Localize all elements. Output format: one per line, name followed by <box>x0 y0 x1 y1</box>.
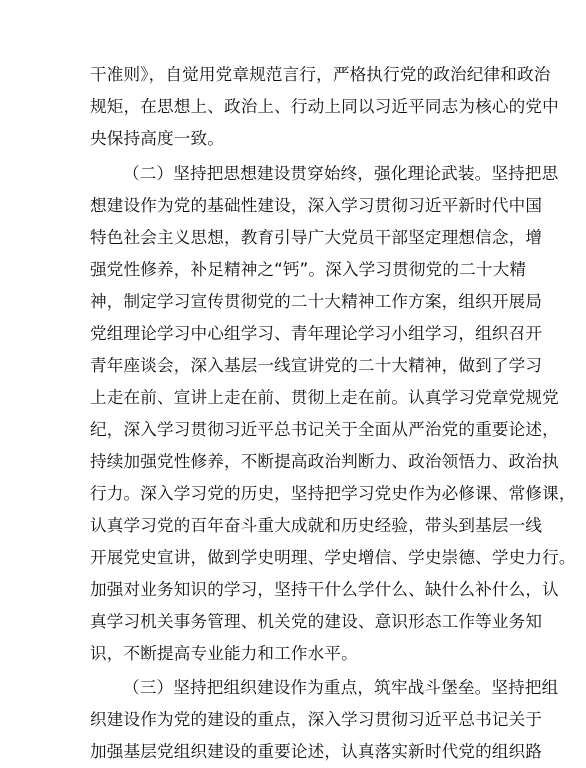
text-line: 加强对业务知识的学习，坚持干什么学什么、缺什么补什么，认 <box>90 580 559 599</box>
section-heading-line: （三）坚持把组织建设作为重点，筑牢战斗堡垒。坚持把组 <box>123 678 559 697</box>
text-line: 央保持高度一致。 <box>90 129 224 148</box>
text-line: 纪，深入学习贯彻习近平总书记关于全面从严治党的重要论述， <box>90 420 559 439</box>
text-line: 持续加强党性修养，不断提高政治判断力、政治领悟力、政治执 <box>90 452 559 471</box>
text-line: 党组理论学习中心组学习、青年理论学习小组学习，组织召开 <box>90 324 543 343</box>
text-line: 开展党史宣讲，做到学史明理、学史增信、学史崇德、学史力行。 <box>90 548 576 567</box>
text-line: 行力。深入学习党的历史，坚持把学习党史作为必修课、常修课， <box>90 484 576 503</box>
text-line: 强党性修养，补足精神之“钙”。深入学习贯彻党的二十大精 <box>90 260 527 279</box>
text-line: 真学习机关事务管理、机关党的建设、意识形态工作等业务知 <box>90 612 543 631</box>
text-line: 上走在前、宣讲上走在前、贯彻上走在前。认真学习党章党规党 <box>90 388 559 407</box>
text-line: 干准则》，自觉用党章规范言行，严格执行党的政治纪律和政治 <box>90 65 551 84</box>
text-line: 特色社会主义思想，教育引导广大党员干部坚定理想信念，增 <box>90 228 543 247</box>
text-line: 织建设作为党的建设的重点，深入学习贯彻习近平总书记关于 <box>90 710 543 729</box>
text-line: 识，不断提高专业能力和工作水平。 <box>90 644 358 663</box>
text-line: 青年座谈会，深入基层一线宣讲党的二十大精神，做到了学习 <box>90 356 543 375</box>
text-line: 神，制定学习宣传贯彻党的二十大精神工作方案，组织开展局 <box>90 292 543 311</box>
text-line: 想建设作为党的基础性建设，深入学习贯彻习近平新时代中国 <box>90 196 543 215</box>
section-heading-line: （二）坚持把思想建设贯穿始终，强化理论武装。坚持把思 <box>123 164 559 183</box>
text-line: 加强基层党组织建设的重要论述，认真落实新时代党的组织路 <box>90 742 543 761</box>
text-line: 规矩，在思想上、政治上、行动上同以习近平同志为核心的党中 <box>90 97 559 116</box>
text-line: 认真学习党的百年奋斗重大成就和历史经验，带头到基层一线 <box>90 516 543 535</box>
